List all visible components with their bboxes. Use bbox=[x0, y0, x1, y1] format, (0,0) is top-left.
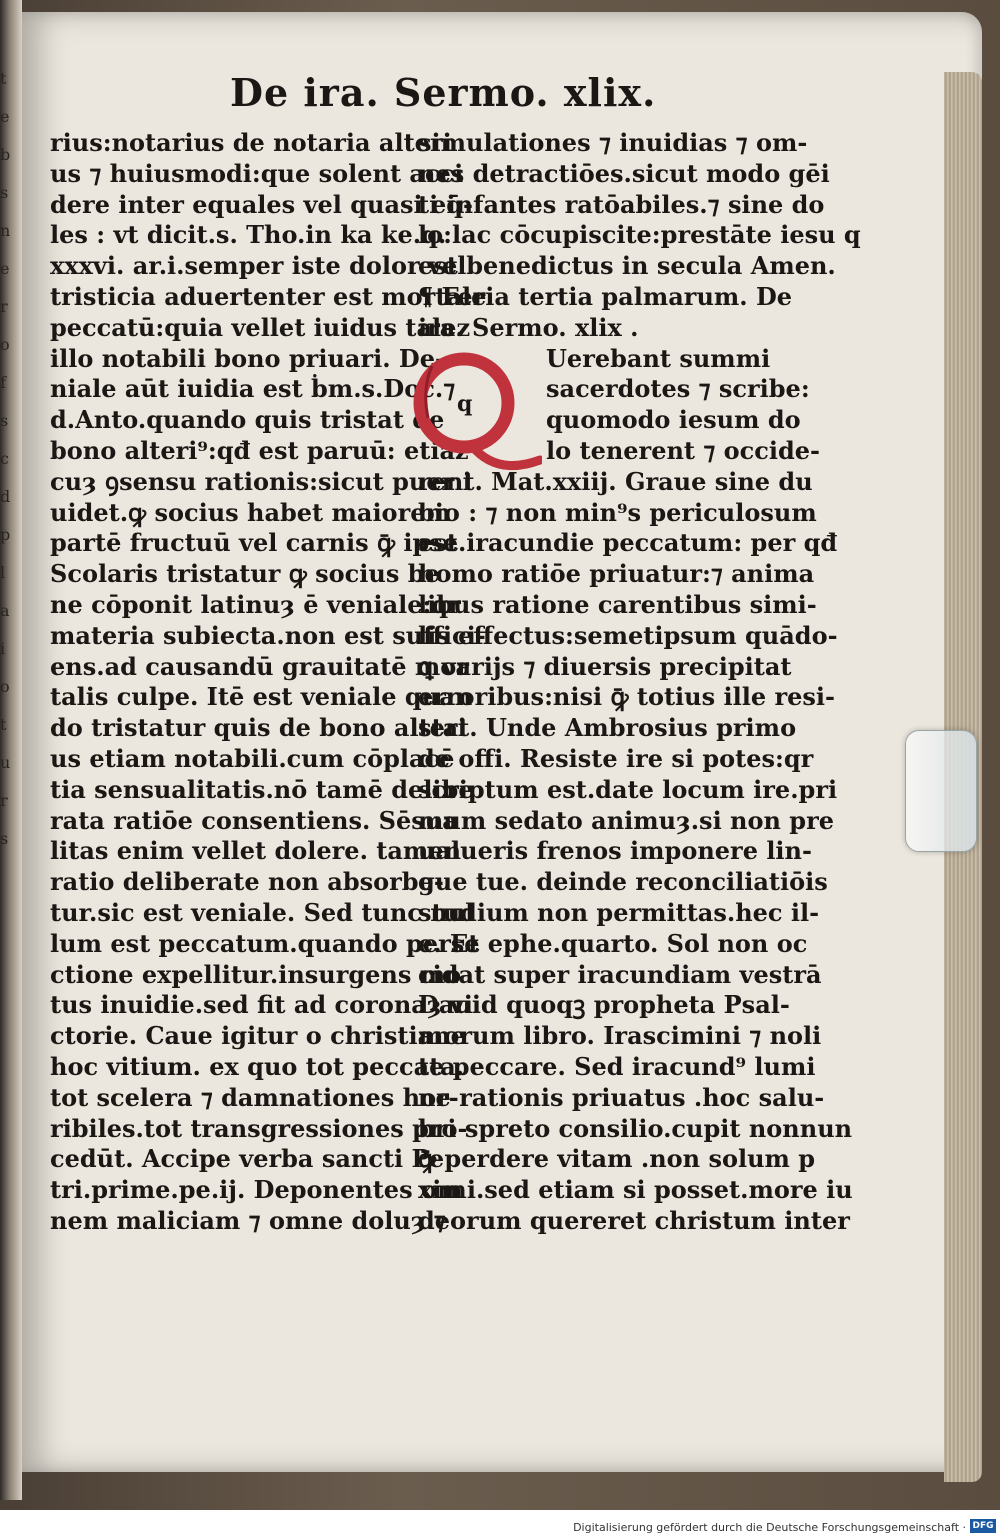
text-line: us ⁊ huiusmodi:que solent acci bbox=[50, 158, 464, 188]
right-text-column bbox=[418, 128, 861, 1237]
text-line: bri spreto consilio.cupit nonnun bbox=[418, 1113, 853, 1143]
text-line: nem maliciam ⁊ omne doluȝ ⁊ bbox=[50, 1205, 446, 1235]
left-fragment-line: o bbox=[0, 335, 10, 354]
running-head: De ira. Sermo. xlix. bbox=[230, 70, 657, 115]
text-line: quomodo iesum do bbox=[546, 405, 801, 435]
left-fragment-line: s bbox=[0, 829, 9, 848]
text-line: lis effectus:semetipsum quādo- bbox=[418, 620, 838, 650]
text-line: ctorie. Caue igitur o christiane bbox=[50, 1021, 466, 1051]
text-line: ratio deliberate non absorbe- bbox=[50, 867, 444, 897]
left-fragment-line: e bbox=[0, 107, 10, 126]
text-line: cidat super iracundiam vestrā bbox=[418, 959, 822, 989]
text-line: illo notabili bono priuari. De- bbox=[50, 343, 445, 373]
text-line: d.Anto.quando quis tristat de bbox=[50, 405, 445, 435]
text-line: ribiles.tot transgressiones pro- bbox=[50, 1113, 468, 1143]
text-line: deorum quereret christum inter bbox=[418, 1205, 850, 1235]
text-line: tristicia aduertenter est mortale bbox=[50, 281, 487, 311]
text-line: do tristatur quis de bono alteri bbox=[50, 713, 467, 743]
text-line: sacerdotes ⁊ scribe: bbox=[546, 374, 810, 404]
left-page-fragments bbox=[0, 60, 22, 1260]
text-line: niale aūt iuidia est ḃm.s.Doc.⁊ bbox=[50, 374, 456, 404]
left-text-column bbox=[50, 128, 487, 1237]
text-line: mum sedato animuȝ.si non pre bbox=[418, 805, 834, 835]
text-line: peccatū:quia vellet iuidus talez bbox=[50, 312, 471, 342]
footer-credit: Digitalisierung gefördert durch die Deutsche Forschungsgemeinschaft · bbox=[573, 1521, 966, 1534]
left-fragment-line: t bbox=[0, 715, 7, 734]
text-line: rius:notarius de notaria alteri bbox=[50, 128, 452, 157]
left-fragment-line: c bbox=[0, 449, 9, 468]
left-fragment-line: r bbox=[0, 297, 8, 316]
text-line: tur.sic est veniale. Sed tunc nul bbox=[50, 897, 475, 927]
text-line: lum est peccatum.quando perse bbox=[50, 928, 480, 958]
text-line: ualueris frenos imponere lin- bbox=[418, 836, 812, 866]
text-line: morum libro. Irascimini ⁊ noli bbox=[418, 1021, 822, 1051]
left-fragment-line: l bbox=[0, 563, 6, 582]
text-line: hoc vitium. ex quo tot peccata. bbox=[50, 1051, 465, 1081]
text-line: ens.ad causandū grauitatē mor bbox=[50, 651, 469, 681]
text-line: rent. Mat.xxiij. Graue sine du bbox=[418, 466, 813, 496]
text-line: tia sensualitatis.nō tamē delibe bbox=[50, 774, 474, 804]
decorated-initial-q bbox=[402, 348, 542, 478]
text-line: lo tenerent ⁊ occide- bbox=[546, 435, 821, 465]
text-line: nes detractiōes.sicut modo gēi bbox=[418, 158, 830, 188]
left-fragment-line: f bbox=[0, 373, 6, 392]
left-fragment-line: o bbox=[0, 677, 10, 696]
left-fragment-line: b bbox=[0, 145, 11, 164]
dfg-logo: DFG bbox=[970, 1519, 996, 1533]
initial-guide-letter: q bbox=[457, 391, 473, 417]
text-line: Uerebant summi bbox=[546, 343, 771, 373]
text-line: lo:lac cōcupiscite:prestāte iesu q bbox=[418, 220, 861, 250]
text-line: Dauid quoqꝫ propheta Psal- bbox=[418, 990, 790, 1020]
text-line: gue tue. deinde reconciliatiōis bbox=[418, 867, 828, 897]
left-fragment-line: s bbox=[0, 411, 9, 430]
text-line: homo ratiōe priuatur:⁊ anima bbox=[418, 559, 815, 589]
left-fragment-line: r bbox=[0, 791, 8, 810]
text-line: est iracundie peccatum: per qđ bbox=[418, 528, 838, 558]
text-line: e. Et ephe.quarto. Sol non oc bbox=[418, 928, 808, 958]
text-line: cedūt. Accipe verba sancti Pe bbox=[50, 1144, 445, 1174]
left-fragment-line: e bbox=[0, 259, 10, 278]
text-line: de offi. Resiste ire si potes:qr bbox=[418, 743, 814, 773]
left-fragment-line: n bbox=[0, 221, 11, 240]
text-line: est benedictus in secula Amen. bbox=[418, 251, 836, 281]
text-line: ꝗ varijs ⁊ diuersis precipitat bbox=[418, 651, 792, 681]
left-fragment-line: d bbox=[0, 487, 11, 506]
left-fragment-line: p bbox=[0, 525, 11, 544]
rubric-heading: ¶ Feria tertia palmarum. De bbox=[418, 281, 793, 311]
text-line: libus ratione carentibus simi- bbox=[418, 589, 817, 619]
text-line: scriptum est.date locum ire.pri bbox=[418, 774, 838, 804]
text-line: talis culpe. Itē est veniale quan bbox=[50, 682, 473, 712]
text-line: studium non permittas.hec il- bbox=[418, 897, 820, 927]
text-line: rata ratiōe consentiens. Sēsua bbox=[50, 805, 458, 835]
left-fragment-line: i bbox=[0, 639, 6, 658]
text-line: ne cōponit latinuȝ ē veniale:qr bbox=[50, 589, 461, 619]
text-line: tot scelera ⁊ damnationes hor- bbox=[50, 1082, 459, 1112]
left-fragment-line: u bbox=[0, 753, 11, 772]
text-line: erroribus:nisi ꝙ̄ totius ille resi- bbox=[418, 682, 835, 712]
glass-page-weight bbox=[905, 730, 977, 852]
text-line: te peccare. Sed iracund⁹ lumi bbox=[418, 1051, 816, 1081]
text-line: les : vt dicit.s. Tho.in ka ke.q. bbox=[50, 220, 447, 250]
text-line: ti infantes ratōabiles.⁊ sine do bbox=[418, 189, 825, 219]
text-line: tus inuidie.sed fit ad coronaȝ vi bbox=[50, 990, 473, 1020]
left-fragment-line: a bbox=[0, 601, 10, 620]
text-line: cuȝ ꝯsensu rationis:sicut puer i bbox=[50, 466, 472, 496]
rubric-heading-continued: ira. Sermo. xlix . bbox=[418, 312, 639, 342]
text-line: ne rationis priuatus .hoc salu- bbox=[418, 1082, 825, 1112]
text-line: litas enim vellet dolere. tamen bbox=[50, 836, 462, 866]
text-line: bio : ⁊ non min⁹s periculosum bbox=[418, 497, 817, 527]
text-line: us etiam notabili.cum cōplacē bbox=[50, 743, 455, 773]
text-line: ctione expellitur.insurgens mo bbox=[50, 959, 462, 989]
text-line: Scolaris tristatur ꝙ socius be bbox=[50, 559, 440, 589]
text-line: xxxvi. ar.i.semper iste dolor vel bbox=[50, 251, 467, 281]
text-line: stat. Unde Ambrosius primo bbox=[418, 713, 797, 743]
text-line: ꝙ̄ perdere vitam .non solum p bbox=[418, 1144, 816, 1174]
text-line: dere inter equales vel quasi eq̄- bbox=[50, 189, 474, 219]
left-fragment-line: s bbox=[0, 183, 9, 202]
text-line: materia subiecta.non est suffici- bbox=[50, 620, 486, 650]
text-line: ximi.sed etiam si posset.more iu bbox=[418, 1175, 853, 1205]
text-line: tri.prime.pe.ij. Deponentes om bbox=[50, 1175, 463, 1205]
text-line: simulationes ⁊ inuidias ⁊ om- bbox=[418, 128, 808, 157]
text-line: bono alteri⁹:qđ est paruū: etiaz bbox=[50, 435, 469, 465]
text-line: uidet.ꝙ socius habet maiorem bbox=[50, 497, 451, 527]
left-fragment-line: t bbox=[0, 69, 7, 88]
text-line: partē fructuū vel carnis ꝙ̄ ipse. bbox=[50, 528, 467, 558]
